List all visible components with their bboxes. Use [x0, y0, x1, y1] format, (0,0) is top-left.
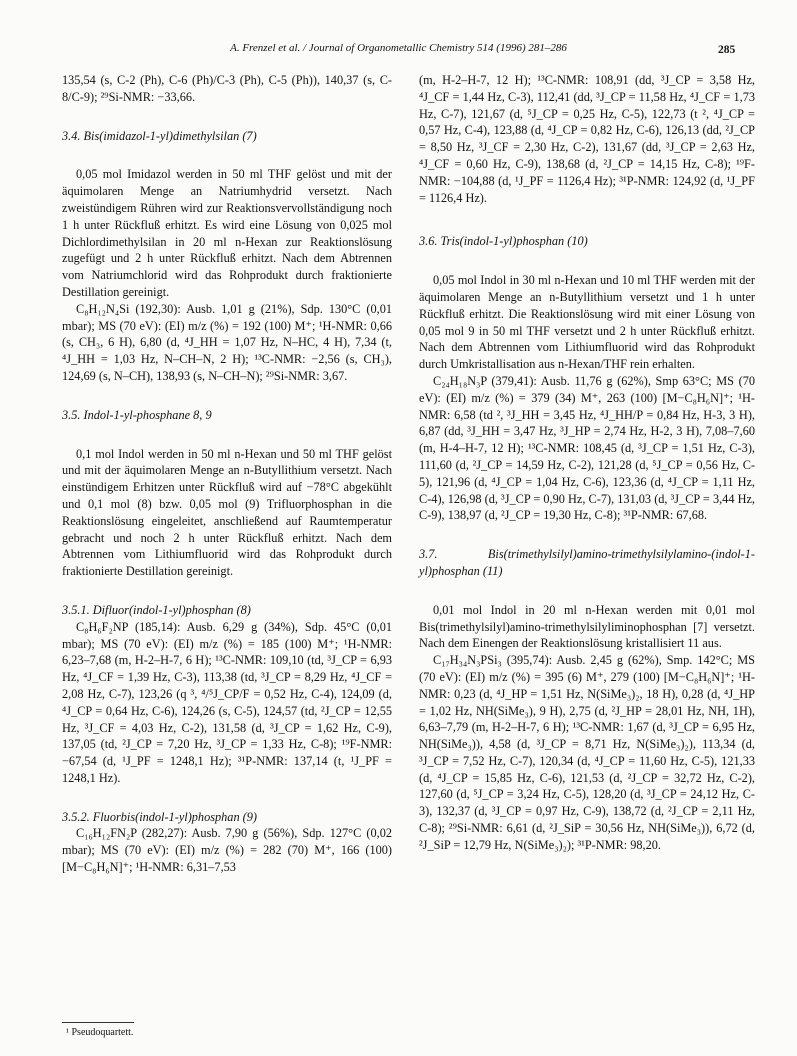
section-heading: 3.7. Bis(trimethylsilyl)amino-trimethylsilylamino-(indol-1-yl)phosphan (11)	[419, 547, 755, 578]
left-column	[62, 72, 392, 876]
section-heading: 3.5.1. Difluor(indol-1-yl)phosphan (8)	[62, 602, 251, 617]
continued-text: (m, H-2–H-7, 12 H); ¹³C-NMR: 108,91 (dd, ³J_CP = 3,58 Hz, ⁴J_CF = 1,44 Hz, C-3), 112,41 (dd, ³J_CP = 11,58 Hz, ⁴J_CF = 1,73 Hz, C-7), 121,67 (d, ⁵J_CP = 0,25 Hz, C-5), 122,73 (t ², ⁴J_CP = 0,57 Hz, C-4), 123,88 (d, ⁴J_CP = 0,82 Hz, C-6), 126,13 (dd, ²J_CP = 8,50 Hz, ³J_CF = 2,30 Hz, C-2), 131,67 (dd, ³J_CP = 2,63 Hz, ⁴J_CF = 0,60 Hz, C-9), 138,68 (d, ²J_CP = 14,15 Hz, C-8); ¹⁹F-NMR: −104,88 (d, ¹J_PF = 1126,4 Hz); ³¹P-NMR: 124,92 (d, ¹J_PF = 1126,4 Hz).	[419, 73, 755, 205]
paragraph: C₈H₆F₂NP (185,14): Ausb. 6,29 g (34%), Sdp. 45°C (0,01 mbar); MS (70 eV): (EI) m/z (%) = 185 (100) M⁺; ¹H-NMR: 6,23–7,68 (m, H-2–H-7, 6 H); ¹³C-NMR: 109,10 (td, ³J_CP = 6,93 Hz, ⁴J_CF = 1,39 Hz, C-3), 113,38 (td, ³J_CP = 8,29 Hz, ⁴J_CF = 2,08 Hz, C-7), 123,26 (q ³, ⁴/⁵J_CP/F = 0,52 Hz, C-4), 124,09 (d, ⁴J_CP = 0,64 Hz, C-6), 124,26 (s, C-5), 124,57 (td, ²J_CP = 12,55 Hz, ³J_CF = 4,03 Hz, C-2), 131,58 (d, ³J_CP = 1,62 Hz, C-9), 137,05 (td, ²J_CP = 7,20 Hz, ³J_CP = 1,33 Hz, C-8); ¹⁹F-NMR: −67,54 (d, ¹J_PF = 1248,1 Hz); ³¹P-NMR: 137,14 (t, ¹J_PF = 1248,1 Hz).	[62, 619, 392, 785]
footnote: ¹ Pseudoquartett.	[66, 1027, 134, 1038]
running-head: A. Frenzel et al. / Journal of Organometallic Chemistry 514 (1996) 281–286	[230, 42, 567, 54]
right-column	[419, 72, 755, 854]
paragraph: C₁₆H₁₂FN₂P (282,27): Ausb. 7,90 g (56%), Sdp. 127°C (0,02 mbar); MS (70 eV): (EI) m/z (%) = 282 (70) M⁺, 166 (100) [M−C₈H₆N]⁺; ¹H-NMR: 6,31–7,53	[62, 826, 392, 875]
paragraph: 0,05 mol Indol in 30 ml n-Hexan und 10 ml THF werden mit der äquimolaren Menge an n-Butyllithium versetzt und 1 h unter Rückfluß erhitzt. Die Reaktionslösung wird mit einer Lösung von 0,05 mol 9 in 50 ml THF versetzt und 2 h unter Rückfluß erhitzt. Nach dem Abtrennen vom Lithiumfluorid wird das Rohprodukt durch Umkristallisation aus n-Hexan/THF rein erhalten.	[419, 273, 755, 372]
paragraph: C₂₄H₁₈N₃P (379,41): Ausb. 11,76 g (62%), Smp 63°C; MS (70 eV): (EI) m/z (%) = 379 (34) M⁺, 263 (100) [M−C₈H₆N]⁺; ¹H-NMR: 6,58 (td ², ³J_HH = 3,45 Hz, ⁴J_HH/P = 0,84 Hz, H-3, 3 H), 6,87 (dd, ³J_HH = 3,47 Hz, ³J_HP = 2,74 Hz, H-2, 3 H), 7,08–7,60 (m, H-4–H-7, 12 H); ¹³C-NMR: 108,45 (d, ³J_CP = 1,51 Hz, C-3), 111,60 (d, ²J_CP = 14,59 Hz, C-2), 121,28 (d, ⁵J_CP = 0,56 Hz, C-5), 121,96 (d, ⁴J_CP = 1,04 Hz, C-6), 123,36 (d, ⁴J_CP = 1,11 Hz, C-4), 126,98 (d, ³J_CP = 0,90 Hz, C-7), 131,03 (d, ³J_CP = 3,44 Hz, C-9), 138,97 (d, ²J_CP = 19,30 Hz, C-8); ³¹P-NMR: 67,68.	[419, 373, 755, 523]
section-heading: 3.5. Indol-1-yl-phosphane 8, 9	[62, 407, 212, 422]
paragraph: 0,01 mol Indol in 20 ml n-Hexan werden mit 0,01 mol Bis(trimethylsilyl)amino-trimethylsilyliminophosphan [7] versetzt. Nach dem Einengen der Reaktionslösung kristallisiert 11 aus.	[419, 602, 755, 651]
paragraph: 0,05 mol Imidazol werden in 50 ml THF gelöst und mit der äquimolaren Menge an Natriumhydrid versetzt. Nach zweistündigem Rühren wird zur Reaktionsvervollständigung noch 1 h unter Rückfluß erhitzt. Es wird eine Lösung von 0,025 mol Dichlordimethylsilan in 20 ml n-Hexan zur Reaktionslösung zugefügt und 2 h unter Rückfluß erhitzt. Nach dem Abtrennen vom Natriumchlorid wird das Rohprodukt durch fraktionierte Destillation gereinigt.	[62, 167, 392, 299]
paragraph: C₁₇H₃₄N₃PSi₃ (395,74): Ausb. 2,45 g (62%), Smp. 142°C; MS (70 eV): (EI) m/z (%) = 395 (6) M⁺, 279 (100) [M−C₈H₆N]⁺; ¹H-NMR: 0,23 (d, ⁴J_HP = 1,51 Hz, N(SiMe₃)₂, 18 H), 0,28 (d, ⁴J_HP = 1,02 Hz, NH(SiMe₃), 9 H), 2,75 (d, ²J_HP = 28,01 Hz, NH, 1H), 6,63–7,79 (m, H-2–H-7, 6 H); ¹³C-NMR: 1,67 (d, ³J_CP = 6,95 Hz, NH(SiMe₃)), 4,58 (d, ³J_CP = 8,71 Hz, N(SiMe₃)₂), 113,34 (d, ³J_CP = 7,52 Hz, C-7), 120,34 (d, ⁴J_CP = 11,60 Hz, C-5), 121,33 (d, ⁴J_CP = 15,85 Hz, C-6), 121,53 (d, ²J_CP = 32,72 Hz, C-2), 127,60 (d, ⁵J_CP = 3,24 Hz, C-5), 128,20 (d, ³J_CP = 24,12 Hz, C-3), 132,37 (d, ³J_CP = 0,97 Hz, C-9), 138,72 (d, ²J_CP = 2,11 Hz, C-8); ²⁹Si-NMR: 6,61 (d, ²J_SiP = 30,56 Hz, NH(SiMe₃)), 6,72 (d, ²J_SiP = 12,79 Hz, N(SiMe₃)₂); ³¹P-NMR: 98,20.	[419, 653, 755, 852]
paragraph: C₈H₁₂N₄Si (192,30): Ausb. 1,01 g (21%), Sdp. 130°C (0,01 mbar); MS (70 eV): (EI) m/z (%) = 192 (100) M⁺; ¹H-NMR: 0,66 (s, CH₃, 6 H), 6,80 (d, ⁴J_HH = 1,07 Hz, N–HC, 4 H), 7,34 (t, ⁴J_HH = 1,03 Hz, N–CH–N, 2 H); ¹³C-NMR: −2,56 (s, CH₃), 124,69 (s, N–CH), 138,93 (s, N–CH–N); ²⁹Si-NMR: 3,67.	[62, 301, 392, 383]
section-heading: 3.5.2. Fluorbis(indol-1-yl)phosphan (9)	[62, 809, 258, 824]
page-number: 285	[718, 44, 736, 56]
continued-text: 135,54 (s, C-2 (Ph), C-6 (Ph)/C-3 (Ph), C-5 (Ph)), 140,37 (s, C-8/C-9); ²⁹Si-NMR: −33,66.	[62, 73, 392, 104]
section-heading: 3.6. Tris(indol-1-yl)phosphan (10)	[419, 234, 588, 249]
footnote-rule	[62, 1022, 134, 1023]
paragraph: 0,1 mol Indol werden in 50 ml n-Hexan und 50 ml THF gelöst und mit der äquimolaren Menge an n-Butyllithium versetzt. Nach einstündigem Erhitzen unter Rückfluß wird auf −78°C abgekühlt und 0,1 mol (8) bzw. 0,05 mol (9) Trifluorphosphan in die Reaktionslösung eingeleitet, anschließend auf Raumtemperatur gebracht und noch 2 h unter Rückfluß erhitzt. Nach dem Abtrennen vom Lithiumfluorid wird das Rohprodukt durch fraktionierte Destillation gereinigt.	[62, 446, 392, 579]
section-heading: 3.4. Bis(imidazol-1-yl)dimethylsilan (7)	[62, 128, 257, 143]
